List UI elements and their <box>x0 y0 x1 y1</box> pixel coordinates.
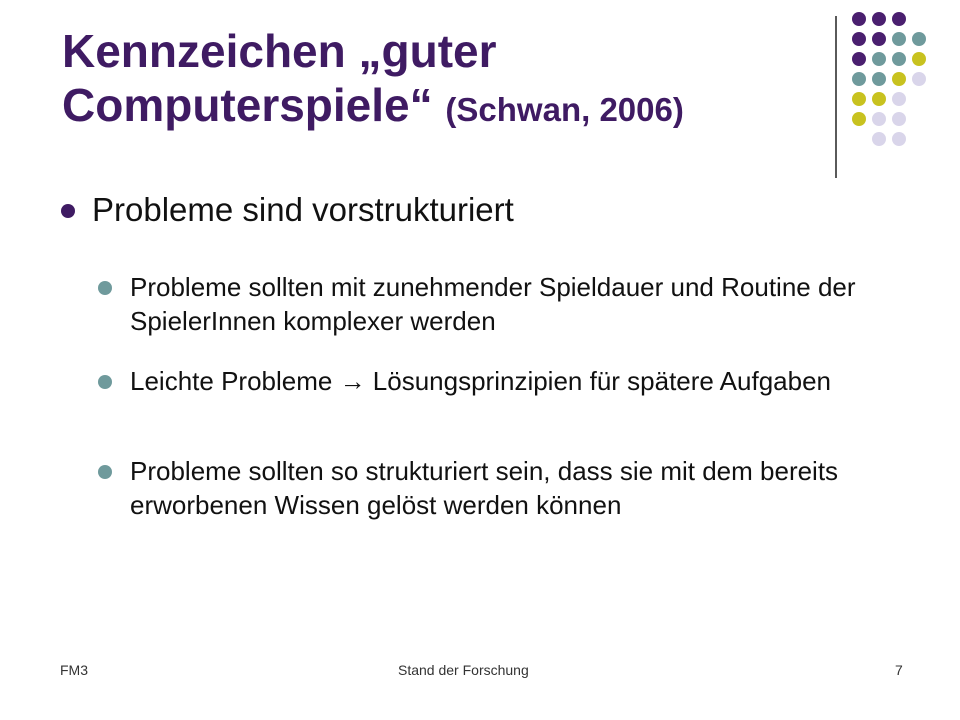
title-citation: (Schwan, 2006) <box>445 91 684 128</box>
bullet-marker <box>98 281 112 295</box>
footer-center: Stand der Forschung <box>398 662 529 678</box>
footer-left: FM3 <box>60 662 88 678</box>
arrow-icon: → <box>339 366 366 396</box>
bullet-text-with-arrow <box>130 366 831 396</box>
bullet-level-2 <box>130 364 890 398</box>
bullet-marker <box>98 465 112 479</box>
bullet-marker <box>61 204 75 218</box>
bullet-level-2 <box>130 270 890 338</box>
bullet-marker <box>98 375 112 389</box>
bullet-text-part: Leichte Probleme <box>130 366 340 396</box>
footer-page-number: 7 <box>895 662 903 678</box>
bullet-text: Probleme sollten mit zunehmender Spieldauer und Routine der SpielerInnen komplexer werden <box>130 272 856 336</box>
bullet-text-part: Lösungsprinzipien für spätere Aufgaben <box>365 366 831 396</box>
bullet-text: Probleme sind vorstrukturiert <box>92 191 514 228</box>
bullet-level-1 <box>92 188 812 232</box>
bullet-text: Probleme sollten so strukturiert sein, dass sie mit dem bereits erworbenen Wissen gelöst werden können <box>130 456 839 520</box>
title-main: Kennzeichen „guter Computerspiele“ <box>62 25 497 131</box>
bullet-level-2 <box>130 454 890 522</box>
